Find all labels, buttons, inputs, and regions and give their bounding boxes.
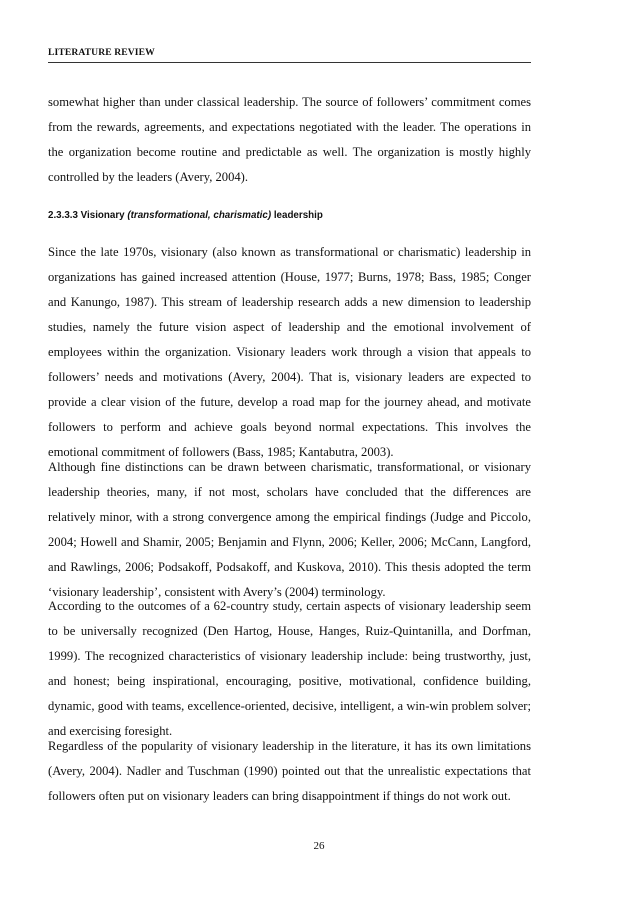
paragraph-distinctions: Although fine distinctions can be drawn between charismatic, transformational, or visionary leadership theories, many, if not most, scholars have concluded that the differences are relatively minor, with a strong convergence among the empirical findings (Judge and Piccolo, 2004; Howell and Shamir, 2005; Benjamin and Flynn, 2006; Keller, 2006; McCann, Langford, and Rawlings, 2006; Podsakoff, Podsakoff, and Kuskova, 2010). This thesis adopted the term ‘visionary leadership’, consistent with Avery’s (2004) terminology. (48, 460, 531, 599)
section-heading-number-title: 2.3.3.3 Visionary (48, 210, 125, 221)
section-heading-suffix: leadership (273, 210, 323, 221)
page-number: 26 (313, 840, 325, 852)
header-rule (48, 62, 531, 63)
paragraph-limitations: Regardless of the popularity of visionary leadership in the literature, it has its own limitations (Avery, 2004). Nadler and Tuschman (1990) pointed out that the unrealistic expectations that followers often put on visionary leaders can bring disappointment if things do not work out. (48, 739, 531, 803)
section-heading (48, 210, 323, 221)
paragraph-intro: somewhat higher than under classical leadership. The source of followers’ commitment comes from the rewards, agreements, and expectations negotiated with the leader. The operations in the organization become routine and predictable as well. The organization is mostly highly controlled by the leaders (Avery, 2004). (48, 95, 531, 184)
paragraph-62-country-study: According to the outcomes of a 62-country study, certain aspects of visionary leadership seem to be universally recognized (Den Hartog, House, Hanges, Ruiz-Quintanilla, and Dorfman, 1999). The recognized characteristics of visionary leadership include: being trustworthy, just, and honest; being inspirational, encouraging, positive, motivational, confidence building, dynamic, good with teams, excellence-oriented, decisive, intelligent, a win-win problem solver; and exercising foresight. (48, 599, 531, 738)
paragraph-visionary-intro: Since the late 1970s, visionary (also known as transformational or charismatic) leadership in organizations has gained increased attention (House, 1977; Burns, 1978; Bass, 1985; Conger and Kanungo, 1987). This stream of leadership research adds a new dimension to leadership studies, namely the future vision aspect of leadership and the emotional involvement of employees within the organization. Visionary leaders work through a vision that appeals to followers’ needs and motivations (Avery, 2004). That is, visionary leaders are expected to provide a clear vision of the future, develop a road map for the journey ahead, and motivate followers to perform and achieve goals beyond normal expectations. This involves the emotional commitment of followers (Bass, 1985; Kantabutra, 2003). (48, 245, 531, 459)
running-header: LITERATURE REVIEW (48, 47, 155, 58)
section-heading-parenthetical: (transformational, charismatic) (127, 210, 272, 221)
